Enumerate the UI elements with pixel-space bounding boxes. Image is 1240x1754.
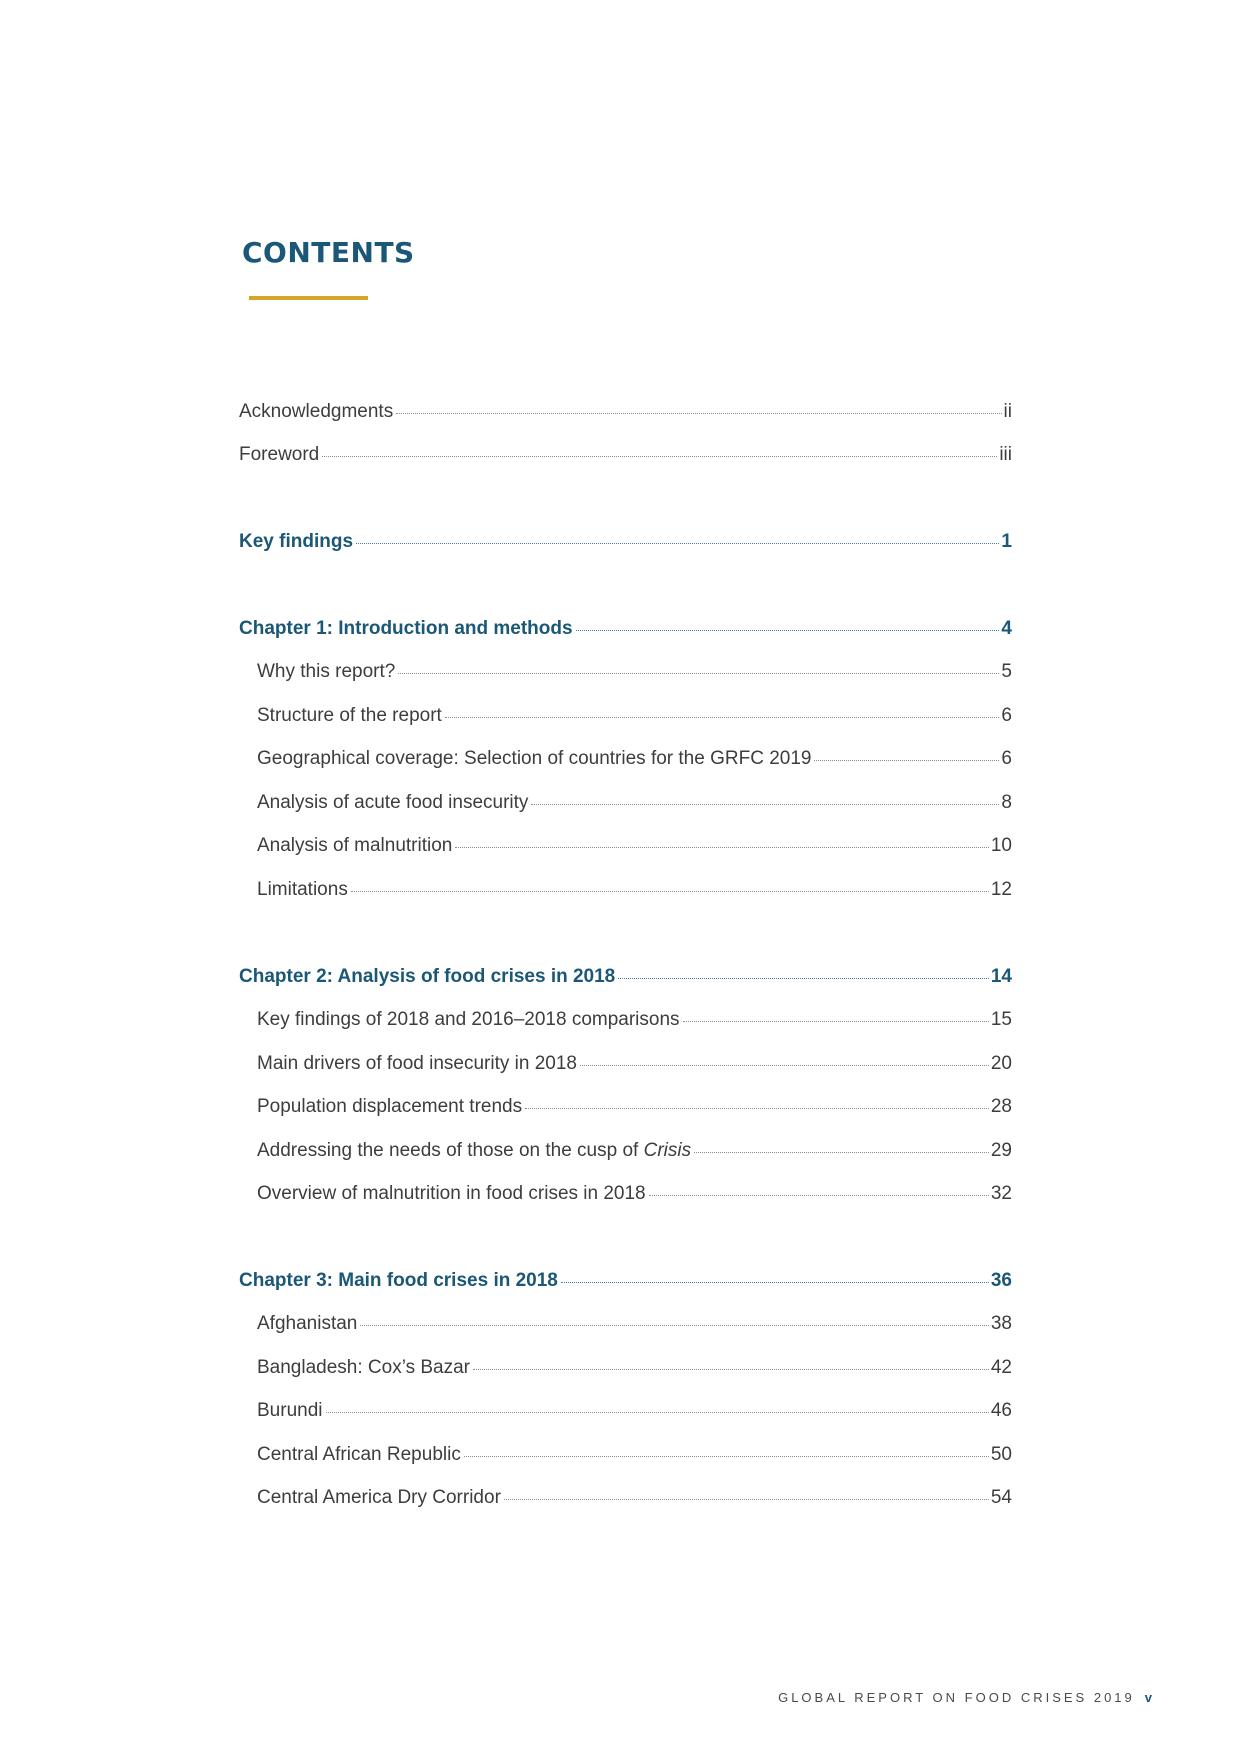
toc-page-number: 1 [1001, 531, 1012, 552]
page-folio: v [1144, 1690, 1152, 1705]
dot-leader [576, 630, 1000, 631]
dot-leader [649, 1195, 989, 1196]
dot-leader [814, 760, 999, 761]
dot-leader [531, 804, 999, 805]
toc-page-number: 50 [990, 1444, 1012, 1465]
toc-page-number: 14 [990, 966, 1012, 987]
toc-entry-label-italic: Crisis [643, 1140, 692, 1161]
toc-page-number: 32 [990, 1183, 1012, 1204]
dot-leader [445, 717, 1000, 718]
toc-entry-structure-of-report[interactable] [257, 705, 1012, 733]
toc-entry-label: Bangladesh: Cox’s Bazar [257, 1357, 470, 1378]
footer-report-title: GLOBAL REPORT ON FOOD CRISES 2019 [778, 1690, 1135, 1705]
toc-entry-acknowledgments[interactable] [239, 401, 1012, 429]
toc-entry-label: Acknowledgments [239, 401, 394, 422]
title-underline [249, 296, 368, 300]
dot-leader [356, 543, 999, 544]
page-title: CONTENTS [242, 236, 415, 269]
toc-page-number: 15 [990, 1009, 1012, 1030]
dot-leader [455, 847, 988, 848]
toc-page-number: 29 [990, 1140, 1012, 1161]
dot-leader [683, 1021, 989, 1022]
toc-page-number: 5 [1001, 661, 1012, 682]
toc-entry-label: Central African Republic [257, 1444, 461, 1465]
dot-leader [504, 1499, 989, 1500]
dot-leader [322, 456, 997, 457]
toc-entry-limitations[interactable] [257, 879, 1012, 907]
toc-entry-label: Limitations [257, 879, 348, 900]
toc-entry-label: Why this report? [257, 661, 396, 682]
dot-leader [326, 1412, 989, 1413]
toc-entry-label: Afghanistan [257, 1313, 358, 1334]
toc-entry-key-findings[interactable] [239, 531, 1012, 559]
toc-page-number: 46 [990, 1400, 1012, 1421]
toc-entry-label-prefix: Addressing the needs of those on the cusp of [257, 1140, 644, 1161]
toc-page-number: 42 [990, 1357, 1012, 1378]
toc-entry-chapter-1[interactable] [239, 618, 1012, 646]
toc-entry-burundi[interactable] [257, 1400, 1012, 1428]
toc-entry-acute-food-insecurity[interactable] [257, 792, 1012, 820]
toc-entry-label: Chapter 2: Analysis of food crises in 2018 [239, 966, 616, 987]
toc-entry-label: Analysis of malnutrition [257, 835, 453, 856]
dot-leader [396, 413, 1001, 414]
dot-leader [525, 1108, 989, 1109]
toc-page-number: 54 [990, 1487, 1012, 1508]
toc-entry-foreword[interactable] [239, 444, 1012, 472]
dot-leader [360, 1325, 989, 1326]
dot-leader [694, 1152, 989, 1153]
toc-entry-geographical-coverage[interactable] [257, 748, 1012, 776]
toc-page-number: 12 [990, 879, 1012, 900]
toc-entry-label: Foreword [239, 444, 320, 465]
toc-page-number: 38 [990, 1313, 1012, 1334]
toc-page-number: ii [1003, 401, 1012, 422]
toc-page-number: 10 [990, 835, 1012, 856]
toc-page-number: 20 [990, 1053, 1012, 1074]
dot-leader [464, 1456, 989, 1457]
toc-page-number: 8 [1001, 792, 1012, 813]
toc-entry-label: Overview of malnutrition in food crises in 2018 [257, 1183, 646, 1204]
toc-entry-central-america-dry-corridor[interactable] [257, 1487, 1012, 1515]
toc-entry-displacement-trends[interactable] [257, 1096, 1012, 1124]
toc-page-number: 28 [990, 1096, 1012, 1117]
toc-entry-key-findings-2018[interactable] [257, 1009, 1012, 1037]
toc-entry-label: Main drivers of food insecurity in 2018 [257, 1053, 577, 1074]
toc-page-number: 36 [990, 1270, 1012, 1291]
toc-page-number: 6 [1001, 748, 1012, 769]
dot-leader [561, 1282, 989, 1283]
dot-leader [351, 891, 989, 892]
dot-leader [398, 673, 999, 674]
toc-entry-label: Geographical coverage: Selection of countries for the GRFC 2019 [257, 748, 812, 769]
dot-leader [473, 1369, 989, 1370]
toc-entry-label: Burundi [257, 1400, 323, 1421]
toc-entry-chapter-3[interactable] [239, 1270, 1012, 1298]
toc-entry-chapter-2[interactable] [239, 966, 1012, 994]
dot-leader [580, 1065, 989, 1066]
page-footer [778, 1690, 1152, 1705]
toc-entry-label: Population displacement trends [257, 1096, 523, 1117]
toc-entry-label: Key findings of 2018 and 2016–2018 comparisons [257, 1009, 680, 1030]
toc-entry-malnutrition-analysis[interactable] [257, 835, 1012, 863]
toc-entry-malnutrition-overview[interactable] [257, 1183, 1012, 1211]
toc-entry-label: Chapter 1: Introduction and methods [239, 618, 573, 639]
toc-entry-label: Central America Dry Corridor [257, 1487, 501, 1508]
toc-entry-label: Structure of the report [257, 705, 442, 726]
toc-page-number: 6 [1001, 705, 1012, 726]
toc-entry-label: Key findings [239, 531, 354, 552]
toc-entry-afghanistan[interactable] [257, 1313, 1012, 1341]
dot-leader [618, 978, 989, 979]
toc-entry-main-drivers[interactable] [257, 1053, 1012, 1081]
toc-entry-why-this-report[interactable] [257, 661, 1012, 689]
toc-entry-label: Analysis of acute food insecurity [257, 792, 529, 813]
toc-page-number: iii [999, 444, 1012, 465]
toc-entry-bangladesh[interactable] [257, 1357, 1012, 1385]
toc-page-number: 4 [1001, 618, 1012, 639]
toc-entry-central-african-republic[interactable] [257, 1444, 1012, 1472]
toc-entry-label [257, 1140, 691, 1162]
toc-entry-cusp-of-crisis[interactable] [257, 1140, 1012, 1168]
toc-entry-label: Chapter 3: Main food crises in 2018 [239, 1270, 558, 1291]
